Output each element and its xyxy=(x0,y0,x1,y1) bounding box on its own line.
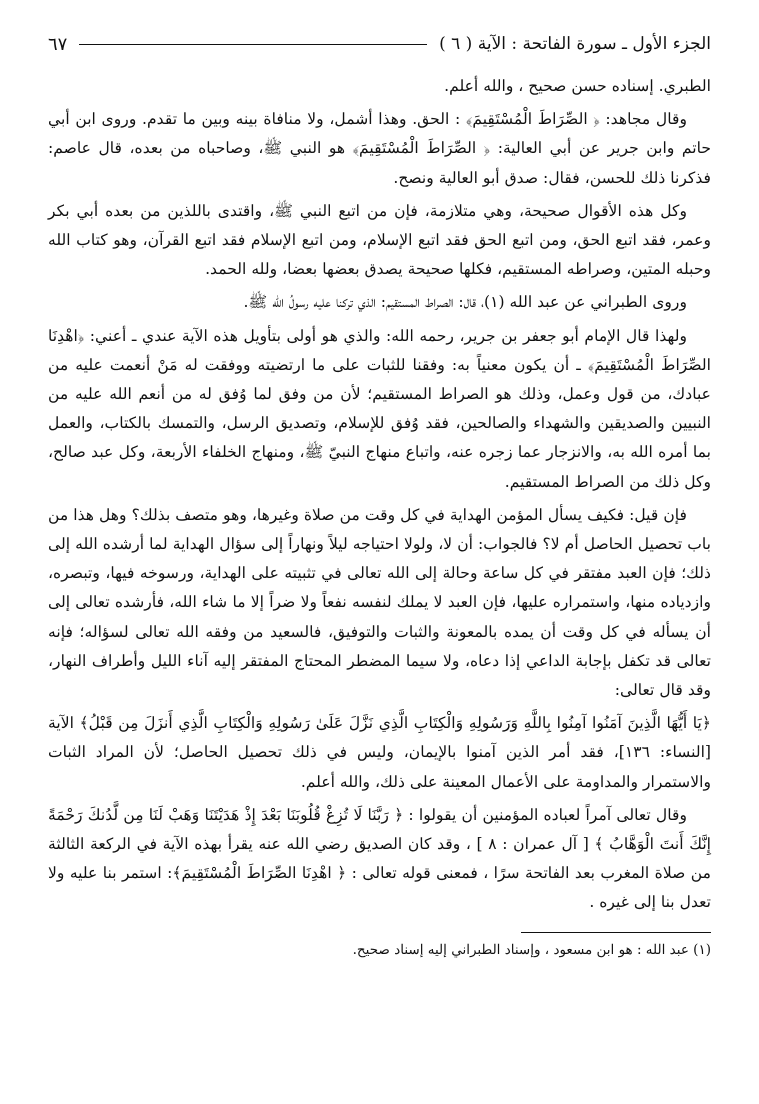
paragraph-3: وكل هذه الأقوال صحيحة، وهي متلازمة، فإن من اتبع النبي ﷺ، واقتدى باللذين من بعده أبي بكر وعمر، فقد اتبع الحق، ومن اتبع الحق فقد اتبع الإسلام، ومن اتبع الإسلام فقد اتبع القرآن، وهو كتاب الله وحبله المتين، وصراطه المستقيم، فكلها صحيحة يصدق بعضها بعضا، ولله الحمد. xyxy=(48,201,711,279)
paragraph-7-quran: ﴿يَا أَيُّهَا الَّذِينَ آمَنُوا آمِنُوا بِاللَّهِ وَرَسُولِهِ وَالْكِتَابِ الَّذِي نَزَّلَ عَلَىٰ رَسُولِهِ وَالْكِتَابِ الَّذِي أَنزَلَ مِن قَبْلُ﴾ الآية [النساء: ١٣٦]، فقد أمر الذين آمنوا بالإيمان، وليس في ذلك تحصيل الحاصل؛ لأن المراد الثبات والاستمرار والمداومة على الأعمال المعينة على ذلك، والله أعلم. xyxy=(48,714,712,791)
page-body xyxy=(48,72,711,918)
paragraph-4: وروى الطبراني عن عبد الله (١)، قال: الصراط المستقيم: الذي تركنا عليه رسولُ الله ﷺ. xyxy=(243,293,687,312)
page-number: ٦٧ xyxy=(48,33,68,55)
page-header xyxy=(48,30,711,58)
paragraph-6: فإن قيل: فكيف يسأل المؤمن الهداية في كل وقت من صلاة وغيرها، وهو متصف بذلك؟ وهل هذا من باب تحصيل الحاصل أم لا؟ فالجواب: أن لا، ولولا احتياجه ليلاً ونهاراً إلى سؤال الهداية لما أرشده الله إلى ذلك؛ فإن العبد مفتقر في كل ساعة وحالة إلى الله تعالى في تثبيته على الهداية، ورسوخه فيها، وتبصره، وازدياده منها، واستمراره عليها، فإن العبد لا يملك لنفسه نفعاً ولا ضراً إلا ما شاء الله، فأرشده تعالى إلى أن يسأله في كل وقت أن يمده بالمعونة والثبات والتوفيق، فالسعيد من وفقه الله تعالى لسؤاله؛ فإنه تعالى قد تكفل بإجابة الداعي إذا دعاه، ولا سيما المضطر المحتاج المفتقر إليه آناء الليل وأطراف النهار، وقد قال تعالى: xyxy=(48,505,711,700)
book-page xyxy=(48,30,711,961)
running-title: الجزء الأول ـ سورة الفاتحة : الآية ( ٦ ) xyxy=(439,34,711,54)
paragraph-5: ولهذا قال الإمام أبو جعفر بن جرير، رحمه الله: والذي هو أولى بتأويل هذه الآية عندي ـ أعني: ﴿اهْدِنَا الصِّرَاطَ الْمُسْتَقِيمَ﴾ ـ أن يكون معنياً به: وفقنا للثبات على ما ارتضيته ووفقت له مَنْ أنعمت عليه من عبادك، من قول وعمل، وذلك هو الصراط المستقيم؛ لأن من وفق لما وُفق له من أنعم الله عليه من النبيين والصديقين والشهداء والصالحين، فقد وُفق للإسلام، وتصديق الرسل، والتمسك بالكتاب، والعمل بما أمره الله به، والانزجار عما زجره عنه، واتباع منهاج النبيّ ﷺ، ومنهاج الخلفاء الأربعة، وكل عبد صالح، وكل ذلك من الصراط المستقيم. xyxy=(48,326,711,491)
paragraph-2: وقال مجاهد: ﴿ الصِّرَاطَ الْمُسْتَقِيمَ﴾ : الحق. وهذا أشمل، ولا منافاة بينه وبين ما تقدم. وروى ابن أبي حاتم وابن جرير عن أبي العالية: ﴿ الصِّرَاطَ الْمُسْتَقِيمَ﴾ هو النبي ﷺ، وصاحباه من بعده، قال عاصم: فذكرنا ذلك للحسن، فقال: صدق أبو العالية ونصح. xyxy=(48,110,711,187)
footnote: (١) عبد الله : هو ابن مسعود ، وإسناد الطبراني إليه إسناد صحيح. xyxy=(352,941,711,958)
footnote-rule xyxy=(521,932,711,933)
paragraph-1: الطبري. إسناده حسن صحيح ، والله أعلم. xyxy=(444,77,711,95)
paragraph-8: وقال تعالى آمراً لعباده المؤمنين أن يقولوا : ﴿ رَبَّنَا لَا تُزِغْ قُلُوبَنَا بَعْدَ إِذْ هَدَيْتَنَا وَهَبْ لَنَا مِن لَّدُنكَ رَحْمَةً إِنَّكَ أَنتَ الْوَهَّابُ ﴾ [ آل عمران : ٨ ] ، وقد كان الصديق رضي الله عنه يقرأ بهذه الآية في الركعة الثالثة من صلاة المغرب بعد الفاتحة سرًا ، فمعنى قوله تعالى : ﴿ اهْدِنَا الصِّرَاطَ الْمُسْتَقِيمَ﴾: استمر بنا عليه ولا تعدل بنا إلى غيره . xyxy=(48,805,712,912)
header-rule xyxy=(79,44,427,45)
